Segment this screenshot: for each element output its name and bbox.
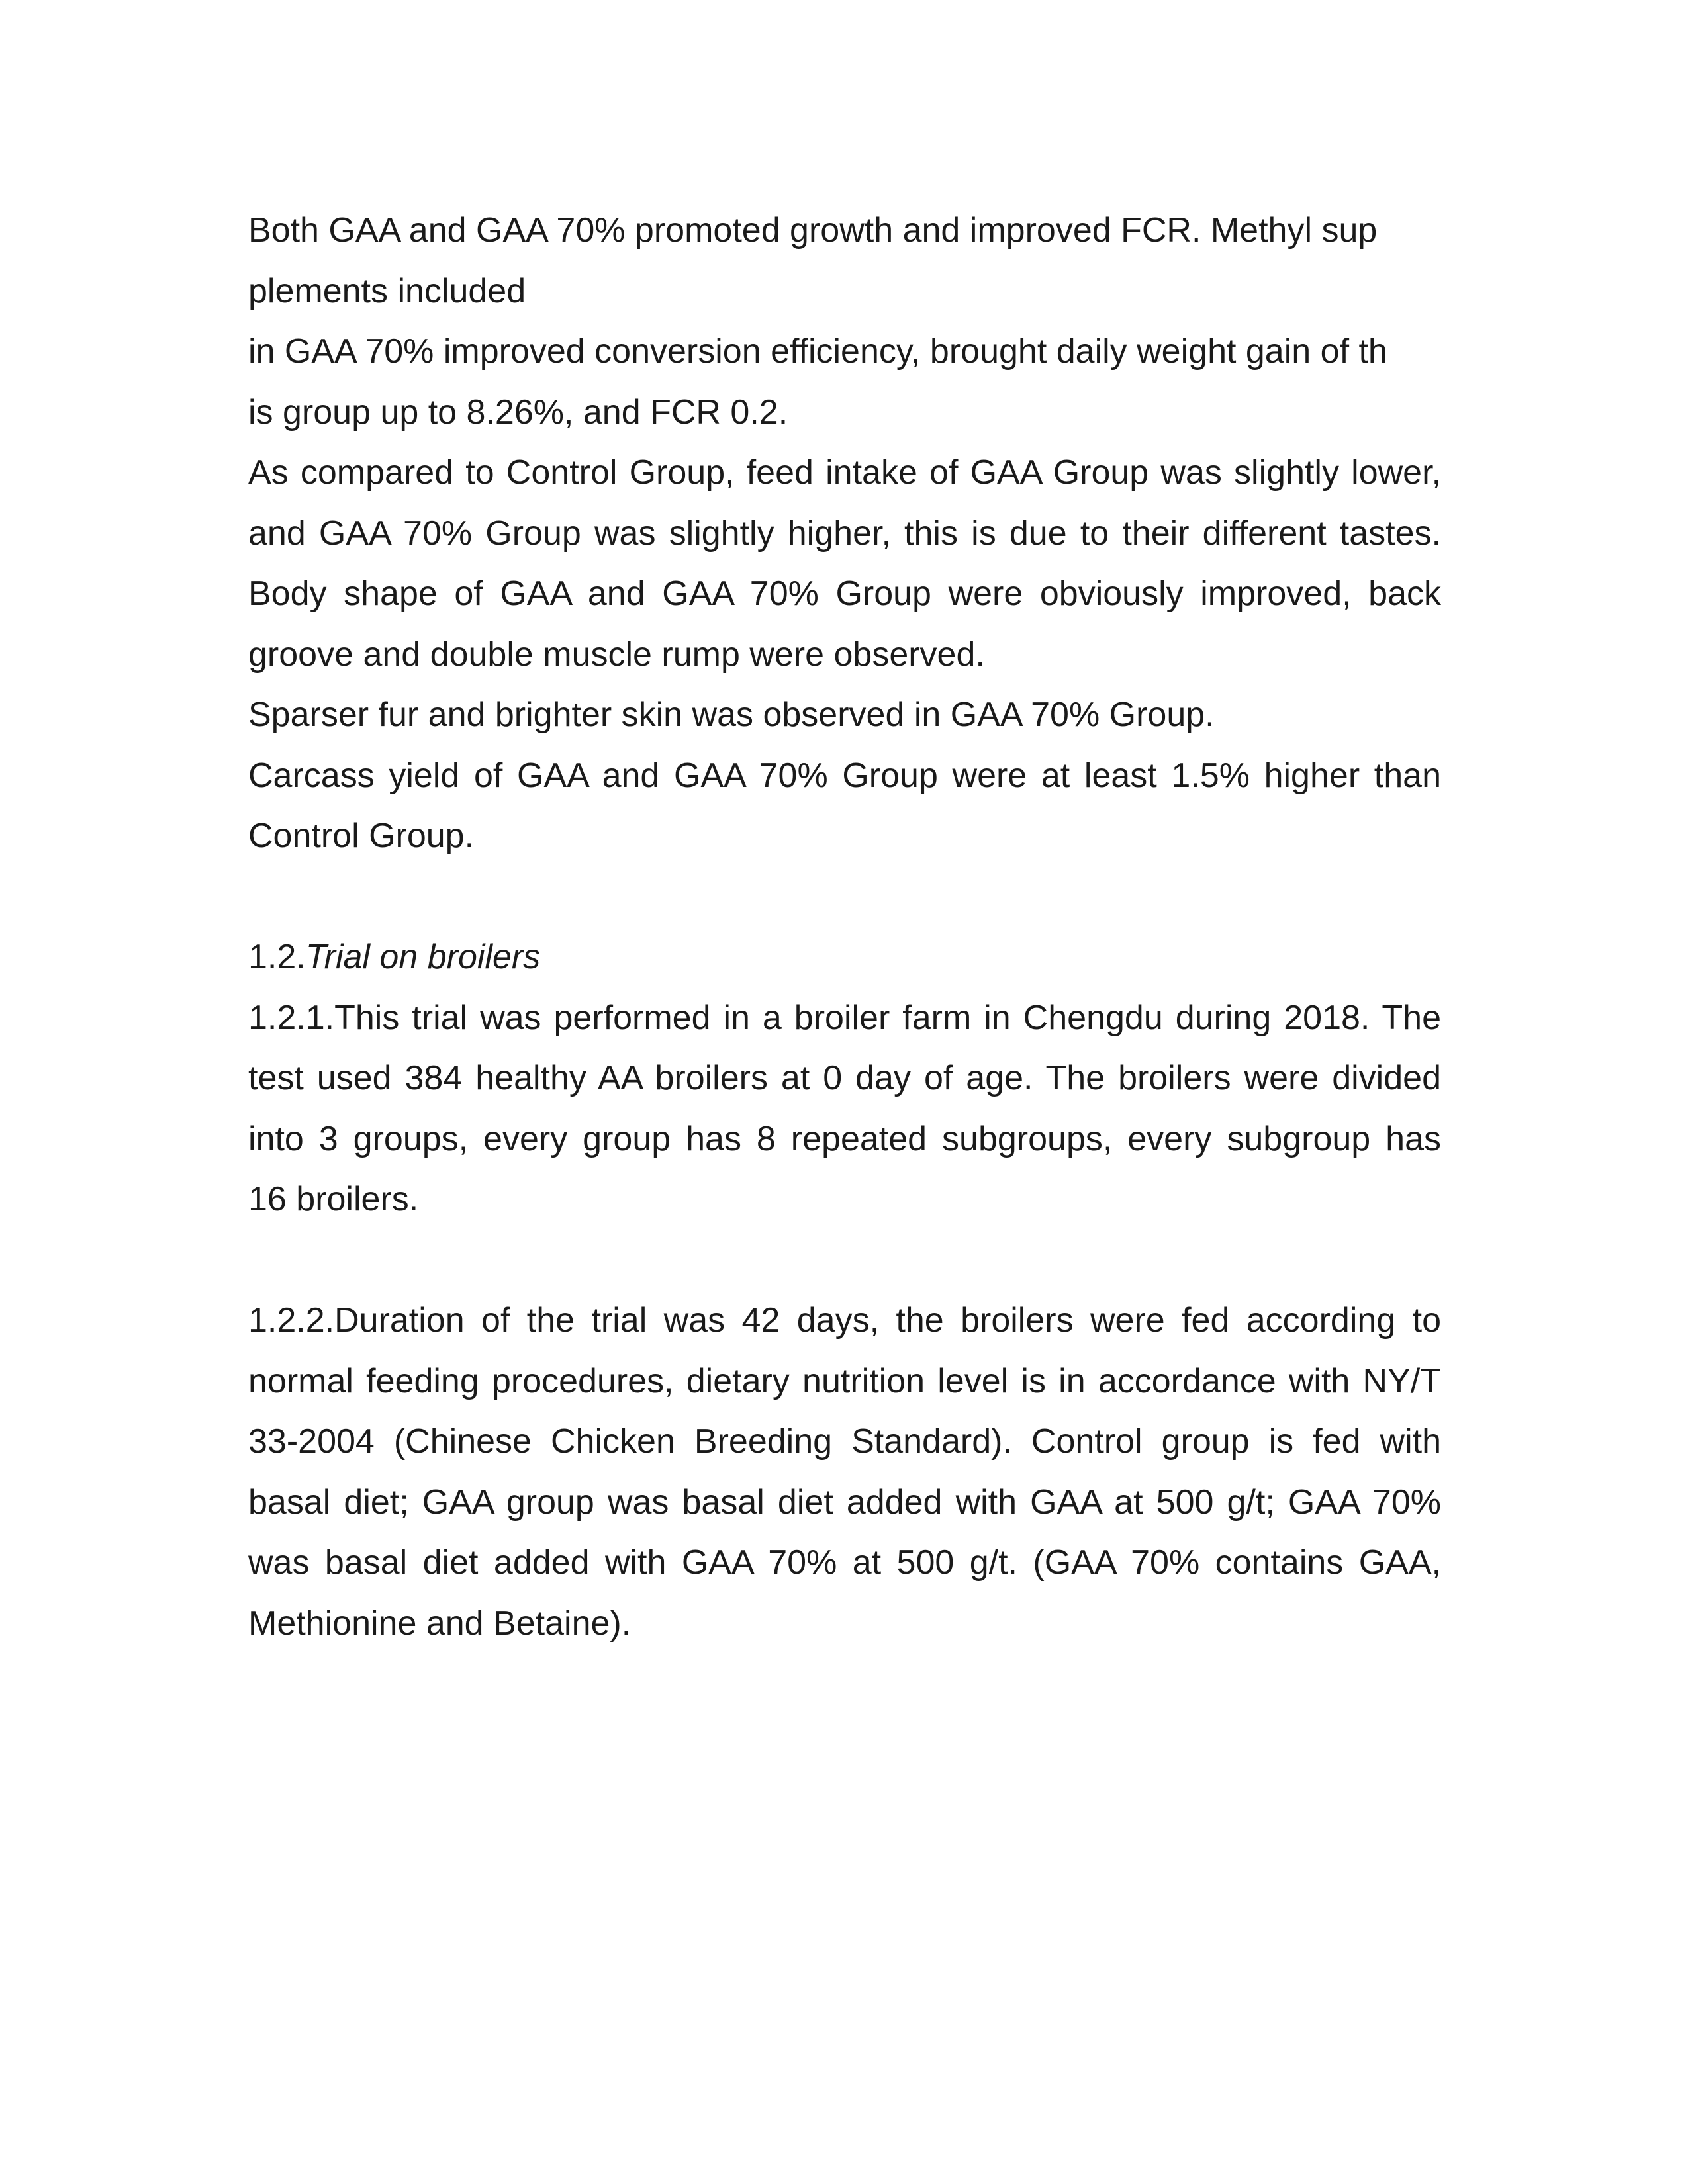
para-122-line-6: Methionine and Betaine).	[248, 1604, 632, 1643]
intro-line-3: in GAA 70% improved conversion efficiency, brought daily weight gain of th	[248, 332, 1387, 371]
para-121-line-1: 1.2.1.This trial was performed in a broiler farm in Chengdu during 2018. The	[248, 998, 1441, 1037]
intro-line-7: Body shape of GAA and GAA 70% Group were obviously improved, back	[248, 574, 1441, 613]
intro-line-9: Sparser fur and brighter skin was observed in GAA 70% Group.	[248, 696, 1215, 734]
para-122-line-4: basal diet; GAA group was basal diet added with GAA at 500 g/t; GAA 70%	[248, 1482, 1441, 1522]
intro-line-8: groove and double muscle rump were observed.	[248, 635, 985, 674]
intro-line-2: plements included	[248, 271, 526, 310]
para-122-line-3: 33-2004 (Chinese Chicken Breeding Standard). Control group is fed with	[248, 1422, 1441, 1461]
para-122-line-5: was basal diet added with GAA 70% at 500 g/t. (GAA 70% contains GAA,	[248, 1543, 1441, 1582]
intro-line-6: and GAA 70% Group was slightly higher, this is due to their different tastes.	[248, 514, 1441, 553]
para-121-line-2: test used 384 healthy AA broilers at 0 day of age. The broilers were divided	[248, 1059, 1441, 1097]
section-heading	[248, 927, 1440, 988]
paragraph-gap	[248, 867, 1440, 928]
para-121-line-3: into 3 groups, every group has 8 repeated subgroups, every subgroup has	[248, 1119, 1441, 1158]
paragraph-gap	[248, 1230, 1440, 1291]
para-122-line-1: 1.2.2.Duration of the trial was 42 days, the broilers were fed according to	[248, 1301, 1441, 1340]
intro-line-1: Both GAA and GAA 70% promoted growth and improved FCR. Methyl sup	[248, 211, 1378, 250]
intro-line-11: Control Group.	[248, 817, 475, 855]
intro-line-10: Carcass yield of GAA and GAA 70% Group were at least 1.5% higher than	[248, 756, 1441, 795]
intro-line-5: As compared to Control Group, feed intake of GAA Group was slightly lower,	[248, 453, 1441, 492]
para-121-line-4: 16 broilers.	[248, 1180, 419, 1218]
document-body	[248, 201, 1440, 1654]
section-number: 1.2.	[248, 938, 306, 976]
para-122-line-2: normal feeding procedures, dietary nutrition level is in accordance with NY/T	[248, 1361, 1441, 1400]
intro-line-4: is group up to 8.26%, and FCR 0.2.	[248, 392, 788, 432]
section-title: Trial on broilers	[305, 938, 541, 976]
